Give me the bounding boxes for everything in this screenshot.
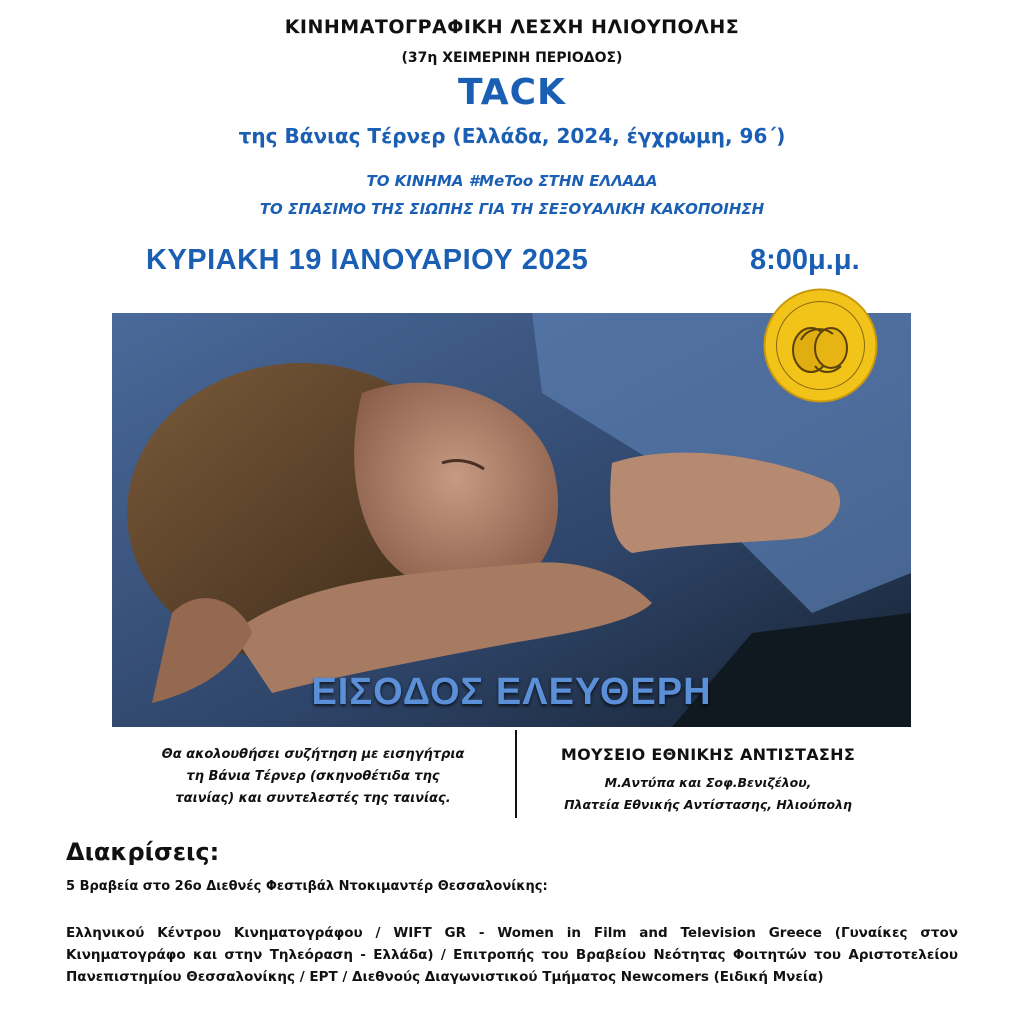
venue-address-line-1: Μ.Αντύπα και Σοφ.Βενιζέλου, xyxy=(604,775,812,790)
venue-name: ΜΟΥΣΕΙΟ ΕΘΝΙΚΗΣ ΑΝΤΙΣΤΑΣΗΣ xyxy=(560,745,856,764)
club-name: ΚΙΝΗΜΑΤΟΓΡΑΦΙΚΗ ΛΕΣΧΗ ΗΛΙΟΥΠΟΛΗΣ xyxy=(284,16,740,38)
screening-date: ΚΥΡΙΑΚΗ 19 ΙΑΝΟΥΑΡΙΟΥ 2025 xyxy=(146,244,589,276)
awards-heading: Διακρίσεις: xyxy=(66,838,220,866)
season-label: (37η ΧΕΙΜΕΡΙΝΗ ΠΕΡΙΟΔΟΣ) xyxy=(401,50,623,66)
film-title: TACK xyxy=(458,72,566,113)
discussion-line-2: τη Βάνια Τέρνερ (σκηνοθέτιδα της xyxy=(186,769,440,784)
theme-line-2: ΤΟ ΣΠΑΣΙΜΟ ΤΗΣ ΣΙΩΠΗΣ ΓΙΑ ΤΗ ΣΕΞΟΥΑΛΙΚΗ ΚΑΚΟΠΟΙΗΣΗ xyxy=(259,200,765,218)
municipality-seal-icon xyxy=(763,288,878,403)
venue-address xyxy=(528,772,888,816)
discussion-note xyxy=(128,744,498,810)
discussion-line-3: ταινίας) και συντελεστές της ταινίας. xyxy=(175,791,451,806)
awards-intro: 5 Βραβεία στο 26ο Διεθνές Φεστιβάλ Ντοκιμαντέρ Θεσσαλονίκης: xyxy=(66,879,548,894)
theme-line-1: ΤΟ ΚΙΝΗΜΑ #MeToo ΣΤΗΝ ΕΛΛΑΔΑ xyxy=(366,172,658,190)
film-subtitle: της Βάνιας Τέρνερ (Ελλάδα, 2024, έγχρωμη, 96΄) xyxy=(238,124,786,148)
venue-address-line-2: Πλατεία Εθνικής Αντίστασης, Ηλιούπολη xyxy=(564,797,852,812)
vertical-divider xyxy=(515,730,517,818)
screening-time: 8:00μ.μ. xyxy=(750,244,860,276)
awards-body: Ελληνικού Κέντρου Κινηματογράφου / WIFT GR - Women in Film and Television Greece (Γυναίκες στον Κινηματογράφο και στην Τηλεόραση - Ελλάδα) / Επιτροπής του Βραβείου Νεότητας Φοιτητών του Αριστοτελείου Πανεπιστημίου Θεσσαλονίκης / ΕΡΤ / Διεθνούς Διαγωνιστικού Τμήματος Newcomers (Ειδική Μνεία) xyxy=(66,925,958,985)
free-entry-banner: ΕΙΣΟΔΟΣ ΕΛΕΥΘΕΡΗ xyxy=(311,671,712,713)
discussion-line-1: Θα ακολουθήσει συζήτηση με εισηγήτρια xyxy=(161,747,465,762)
